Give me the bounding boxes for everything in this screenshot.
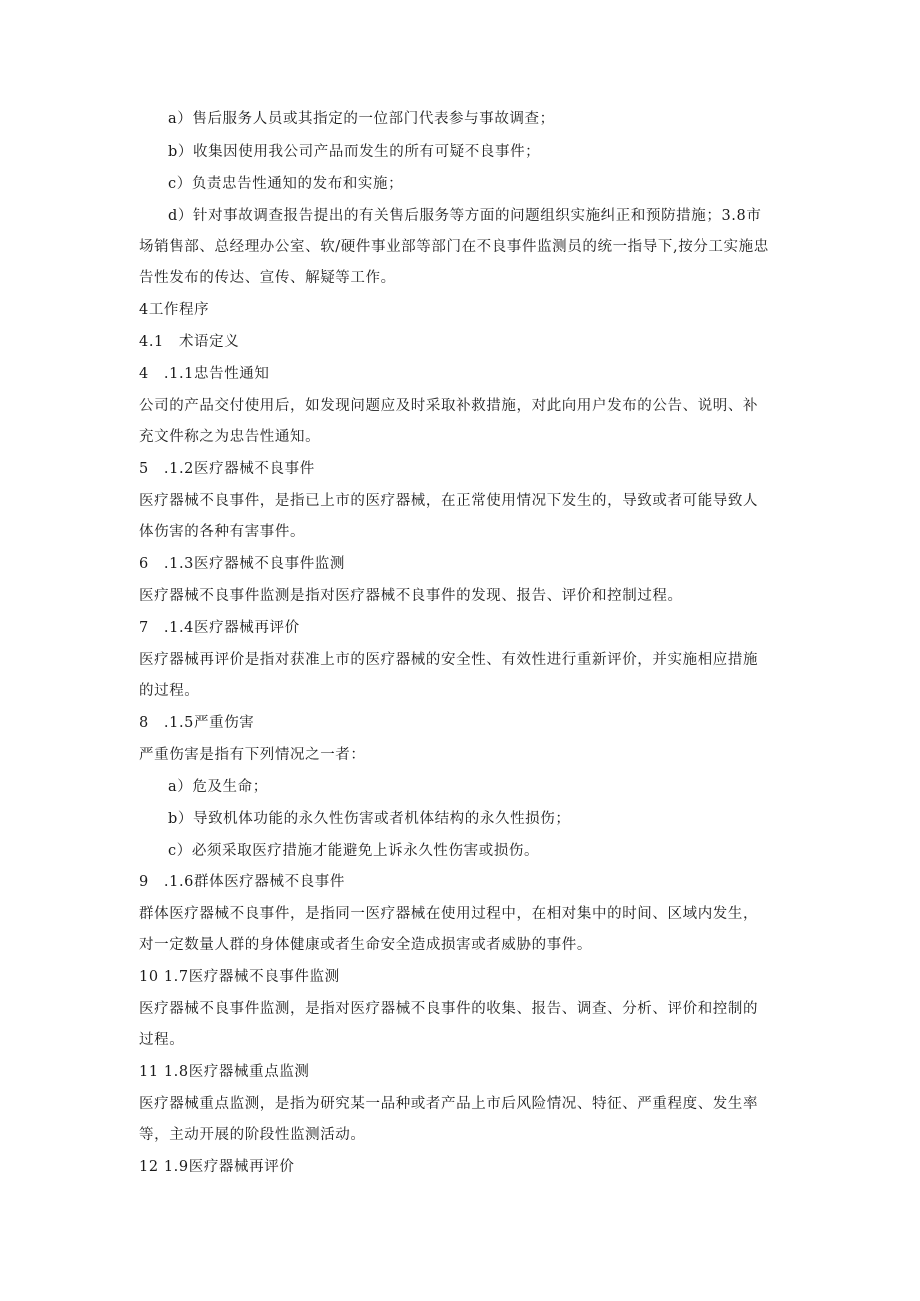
term-heading-event-monitoring: 6 .1.3医疗器械不良事件监测 [139,556,345,572]
term-heading-re-evaluation: 7 .1.4医疗器械再评价 [139,620,300,636]
injury-item-b: b）导致机体功能的永久性伤害或者机体结构的永久性损伤； [168,811,571,827]
term-definition-line: 医疗器械不良事件监测是指对医疗器械不良事件的发现、报告、评价和控制过程。 [139,588,683,604]
term-heading-notice: 4 .1.1忠告性通知 [139,366,270,382]
term-definition-line: 医疗器械重点监测，是指为研究某一品种或者产品上市后风险情况、特征、严重程度、发生率 [139,1096,759,1112]
term-heading-event-monitoring-2: 10 1.7医疗器械不良事件监测 [139,969,340,985]
term-definition-line: 的过程。 [139,683,200,699]
term-definition-line: 充文件称之为忠告性通知。 [139,429,321,445]
duty-item-d-line-2: 场销售部、总经理办公室、软/硬件事业部等部门在不良事件监测员的统一指导下,按分工实施忠 [139,239,769,255]
term-definition-line: 医疗器械再评价是指对获准上市的医疗器械的安全性、有效性进行重新评价，并实施相应措施 [139,652,759,668]
term-definition-line: 等，主动开展的阶段性监测活动。 [139,1127,366,1143]
duty-item-a: a）售后服务人员或其指定的一位部门代表参与事故调查； [168,111,555,127]
term-heading-re-evaluation-2: 12 1.9医疗器械再评价 [139,1159,295,1175]
term-definition-line: 严重伤害是指有下列情况之一者： [139,747,366,763]
term-definition-line: 群体医疗器械不良事件，是指同一医疗器械在使用过程中，在相对集中的时间、区域内发生， [139,906,759,922]
term-definition-line: 医疗器械不良事件监测，是指对医疗器械不良事件的收集、报告、调查、分析、评价和控制的 [139,1001,759,1017]
term-definition-line: 公司的产品交付使用后，如发现问题应及时采取补救措施，对此向用户发布的公告、说明、补 [139,398,759,414]
duty-item-d-line-1: d）针对事故调查报告提出的有关售后服务等方面的问题组织实施纠正和预防措施；3.8市 [168,208,762,224]
injury-item-c: c）必须采取医疗措施才能避免上诉永久性伤害或损伤。 [168,843,540,859]
term-heading-key-monitoring: 11 1.8医疗器械重点监测 [139,1064,310,1080]
term-definition-line: 对一定数量人群的身体健康或者生命安全造成损害或者威胁的事件。 [139,937,592,953]
term-definition-line: 医疗器械不良事件，是指已上市的医疗器械，在正常使用情况下发生的，导致或者可能导致人 [139,493,759,509]
section-heading: 4工作程序 [139,302,210,318]
term-definition-line: 体伤害的各种有害事件。 [139,524,306,540]
term-definition-line: 过程。 [139,1032,185,1048]
subsection-heading: 4.1 术语定义 [139,334,240,350]
term-heading-serious-injury: 8 .1.5严重伤害 [139,715,255,731]
duty-item-b: b）收集因使用我公司产品而发生的所有可疑不良事件； [168,144,541,160]
term-heading-adverse-event: 5 .1.2医疗器械不良事件 [139,461,315,477]
term-heading-group-event: 9 .1.6群体医疗器械不良事件 [139,874,345,890]
duty-item-c: c）负责忠告性通知的发布和实施； [168,176,404,192]
duty-item-d-line-3: 告性发布的传达、宣传、解疑等工作。 [139,270,396,286]
injury-item-a: a）危及生命； [168,779,268,795]
